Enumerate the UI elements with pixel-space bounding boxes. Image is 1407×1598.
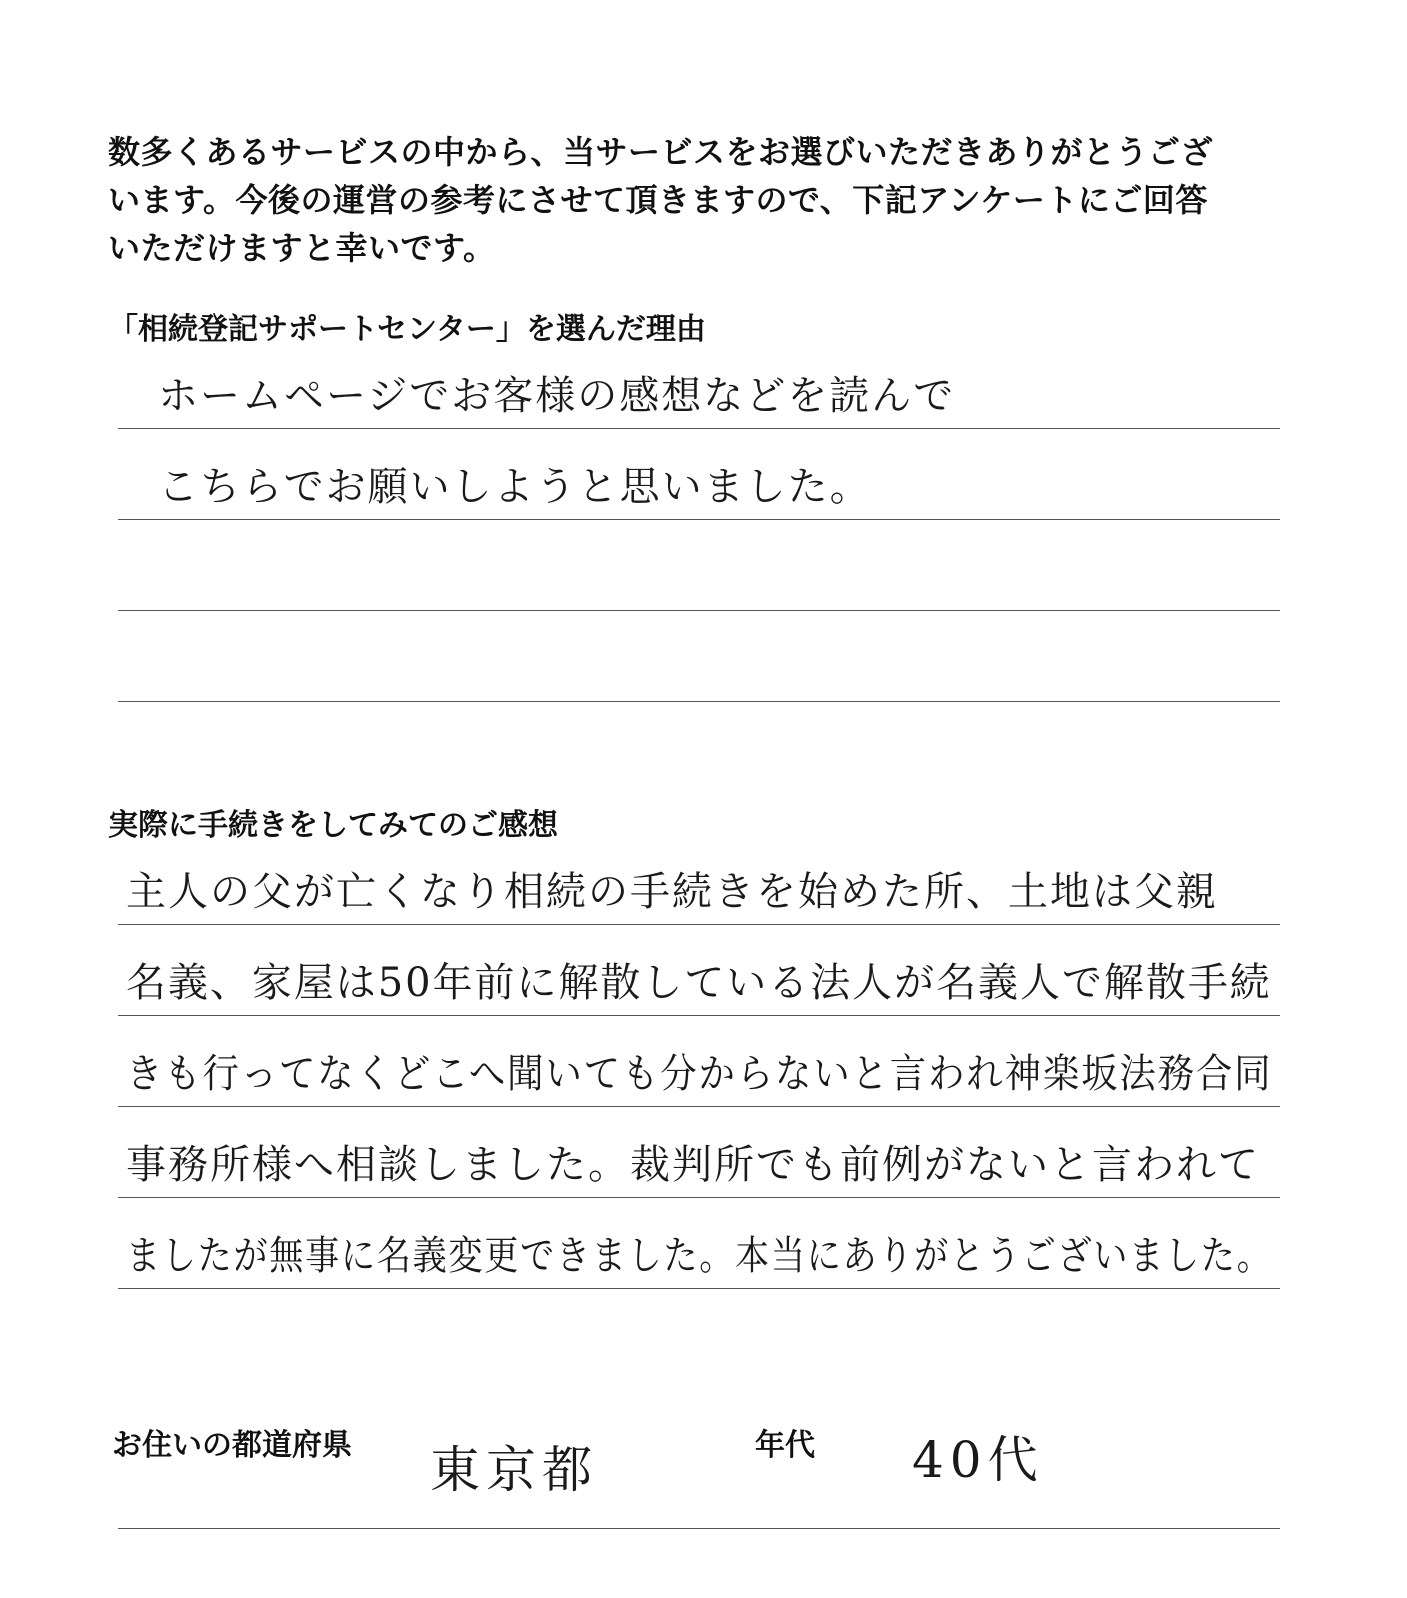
question1-answer-area [118,338,1280,702]
answer-text: きも行ってなくどこへ聞いても分からないと言われ神楽坂法務合同 [126,1051,1273,1097]
answer-text: 事務所様へ相談しました。裁判所でも前例がないと言われて [126,1142,1260,1188]
age-value: 40代 [912,1431,1044,1489]
answer-text: 主人の父が亡くなり相続の手続きを始めた所、土地は父親 [126,869,1218,915]
question2-answer-area [118,834,1280,1289]
age-label: 年代 [755,1428,815,1463]
answer-line [118,429,1280,520]
prefecture-label: お住いの都道府県 [112,1428,352,1463]
prefecture-value: 東京都 [430,1441,598,1499]
answer-line [118,611,1280,702]
intro-line: います。今後の運営の参考にさせて頂きますので、下記アンケートにご回答 [108,181,1208,219]
intro-text [108,128,1288,272]
answer-line [118,1198,1280,1289]
answer-text: 名義、家屋は50年前に解散している法人が名義人で解散手続 [126,960,1272,1006]
intro-line: 数多くあるサービスの中から、当サービスをお選びいただきありがとうござ [108,133,1214,171]
answer-line [118,834,1280,925]
answer-text: ましたが無事に名義変更できました。本当にありがとうございました。 [126,1233,1273,1279]
answer-line [118,1016,1280,1107]
answer-line [118,925,1280,1016]
footer-rule [118,1528,1280,1529]
answer-line [118,338,1280,429]
question2-heading: 実際に手続きをしてみてのご感想 [108,808,558,843]
answer-text: ホームページでお客様の感想などを読んで [158,373,956,419]
answer-line [118,1107,1280,1198]
question1-heading: 「相続登記サポートセンター」を選んだ理由 [108,312,706,347]
intro-line: いただけますと幸いです。 [108,229,496,267]
answer-line [118,520,1280,611]
answer-text: こちらでお願いしようと思いました。 [158,464,872,510]
